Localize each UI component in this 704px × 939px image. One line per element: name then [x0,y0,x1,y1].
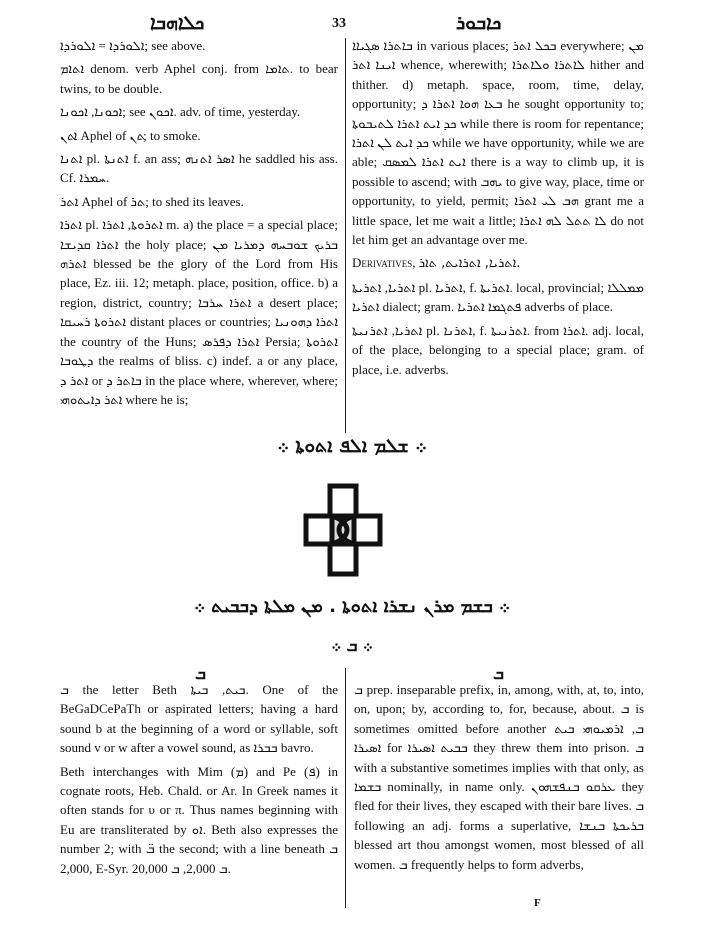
top-right-column [352,36,644,383]
entry-paragraph: ܐܬܪܝܐ, ܐܬܪܝܬܐ pl. ܐܬܪܝܐ, f. ܐܬܪܝܬܐ. local, provincial; ܡܡܠܠܐ ܐܬܪܝܐ dialect; gram. ܦܬܓܡܐ ܐܬܪܝܐ adverbs of place. [352,279,644,315]
derivatives-words: ܐܬܪܝܐ, ܐܬܪܐܝܬ, ܬܐܪ. [418,256,521,272]
beth-section-banner: ܀ ܒܫܡ ܡܪܢ ܢܫܪܐ ܐܬܘܬܐ . ܡܢ ܡܠܬܐ ܕܒܒܝܬ ܀ [194,596,510,617]
signature-mark: F [534,897,541,909]
top-left-column [60,36,338,413]
column-rule [345,668,346,908]
entry-paragraph: ܒ the letter Beth ܒܝܬ, ܒܝܬܐ. One of the BeGaDCePaTh or aspirated letters; having a hard sound b at the beginning of a word or syllable, soft sound v or w after a vowel sound, as ܒܒܪܐ bavro. [60,682,338,756]
entry-paragraph: ܐܟܘܢܐ, ܐܟܘܢܐ; see ܐܟܘܢ. adv. of time, yesterday. [60,104,301,120]
entry-paragraph: ܐܬܐܡ denom. verb Aphel conj. from ܬܐܡܐ. to bear twins, to be double. [60,61,338,96]
entry-paragraph: ܐܬܪܐ pl. ܐܬܪܘܬܐ, ܐܬܪܐ m. a) the place = a special place; ܐܬܪܐ ܩܕܝܫܐ the holy place; ܒܪܝܟ ܫܘܒܚܗ ܕܡܪܝܐ ܡܢ ܐܬܪܗ blessed be the glory of the Lord from His place, Ez. iii. 12; metaph. place, position, office. b) a region, district, country; ܐܬܪܐ ܚܪܒܐ a desert place; ܐܬܪܘܬܐ ܪܚܝܩܐ distant places or countries; ܐܬܪܐ ܕܗܘܢܝܐ the country of the Huns; ܐܬܪܐ ܕܦܪܣ Persia; ܐܬܪܘܬܐ ܕܛܘܒܐ the realms of bliss. c) indef. a or any place, ܐܬܪ ܕ or ܒܐܬܪ ܕ in the place where, wherever, where; ܐܬܪ ܕܐܝܬܘܗܝ where he is; [60,217,339,407]
end-of-letter-banner: ܀ ܫܠܡ ܐܠܦ ܐܬܘܬܐ ܀ [277,435,427,457]
cross-ornament-icon [302,482,384,578]
entry-paragraph: ܐܬܢ Aphel of ܬܢ; to smoke. [60,127,201,143]
column-rule [345,38,346,433]
derivatives-label: Derivatives, [352,255,416,271]
entry-paragraph: ܐܠܘܪܕܐ = ܐܠܘܪܕܐ; see above. [60,38,206,53]
entry-paragraph: ܐܬܢܐ pl. ܐܬܢܬܐ f. an ass; ܐܣܪ ܐܬܢܗ he saddled his ass. Cf. ܚܡܪܐ. [60,151,338,186]
entry-paragraph: ܒܐܬܪܐ ܣܓܝܐܐ in various places; ܒܟܠ ܐܬܪ everywhere; ܡܢ ܐܝܢܐ ܐܬܪ whence, wherewith; ܠܐܬܪܐ ܘܠܐܬܪܐ hither and thither. d) metaph. space, room, time, delay, opportunity; ܒܥܐ ܗܘܐ ܐܬܪܐ ܕ he sought opportunity to; ܟܕ ܐܝܬ ܐܬܪܐ ܠܬܝܒܘܬܐ while there is room for repentance; ܟܕ ܐܝܬ ܠܢ ܐܬܪܐ while we have opportunity, while we are able; ܐܝܬ ܐܬܪܐ ܠܡܣܩ there is a way to climb up, it is possible to ascend; with ܝܗܒ to give way, place, time or opportunity, to yield, permit; ܗܒ ܠܝ ܐܬܪܐ grant me a little space, let me wait a little; ܠܐ ܬܬܠ ܠܗ ܐܬܪܐ do not let him get an advantage over me. [352,38,645,248]
entry-paragraph: ܐܬܪܝܐ, ܐܬܪܢܝܬܐ pl. ܐܬܪܢܐ, f. ܐܬܪܢܝܬܐ. from ܐܬܪܐ. adj. local, of the place, belonging to a special place; gram. of place, i.e. adverbs. [352,322,644,377]
bottom-left-column [60,680,338,882]
right-running-heading: ܟܐܒܘܪ [456,12,502,34]
entry-paragraph: ܒ prep. inseparable prefix, in, among, with, at, to, into, on, upon; by, according to, for, because, about. ܒ is sometimes omitted before another ܒ, ܐܪܡܝܘܗܝ ܒܝܬ ܐܣܝܪܐ for ܒܒܝܬ ܐܣܝܪܐ they threw them into prison. ܒ with a substantive sometimes implies with that only, as ܒܫܡܐ nominally, in name only. ܥܪܩܘ ܒܢܦܫܗܘܢ they fled for their lives, they escaped with their bare lives. ܒ following an adj. forms a superlative, ܒܪܝܟܬܐ ܒܢܫܐ blessed art thou amongst women, most blessed of all women. ܒ frequently helps to form adverbs, [354,682,645,872]
page-number: 33 [332,16,346,31]
entry-paragraph: ܐܬܪ Aphel of ܬܪ; to shed its leaves. [60,193,244,209]
left-running-heading: ܟܠܐܗܒܐ [150,12,205,34]
left-column-letter-head: ܒ [195,664,206,683]
right-column-letter-head: ܒ [493,664,504,683]
entry-paragraph: Beth interchanges with Mim (ܡ) and Pe (ܦ) in cognate roots, Heb. Chald. or Ar. In Greek names it often stands for υ or π. Thus names beginning with Eu are transliterated by ܐܘ. Beth also expresses the number 2; with ܒ̈ the second; with a line beneath ܒ 2,000, E-Syr. ܒ 2,000, ܒ 20,000. [60,763,338,876]
bottom-right-column [354,680,644,878]
derivatives-line [352,253,644,273]
beth-letter-banner: ܀ ܒ ܀ [331,636,373,655]
